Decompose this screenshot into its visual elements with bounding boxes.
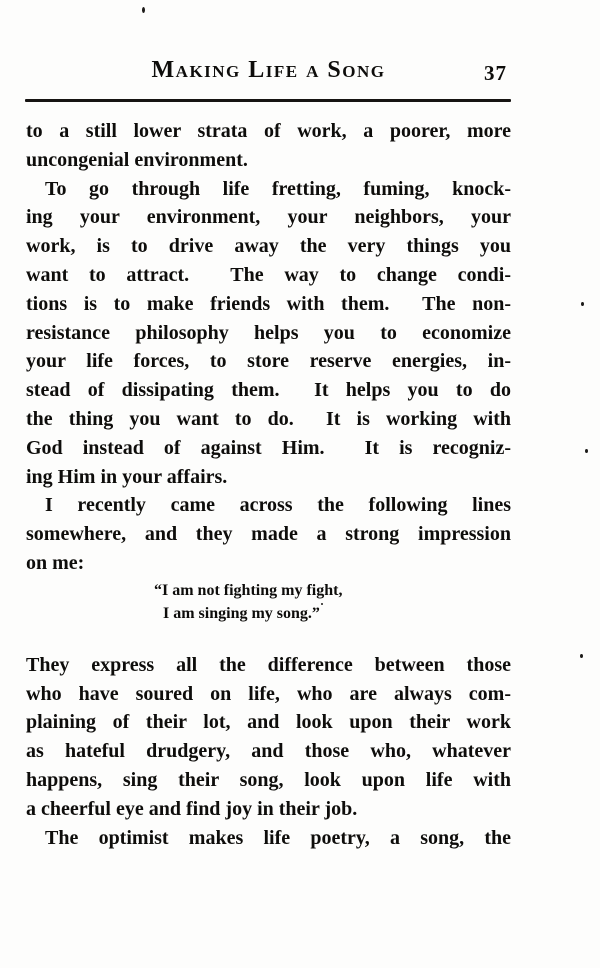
text-line: on me: xyxy=(26,551,85,574)
text-line: as hateful drudgery, and those who, whatever xyxy=(26,740,511,763)
scan-artifact xyxy=(142,7,145,13)
text-line: the thing you want to do. It is working with xyxy=(26,407,511,430)
text-line: I recently came across the following lines xyxy=(45,494,511,517)
scan-artifact xyxy=(580,654,583,658)
text-line: work, is to drive away the very things you xyxy=(26,235,511,258)
text-line: God instead of against Him. It is recogniz- xyxy=(26,436,511,459)
text-line: uncongenial environment. xyxy=(26,148,248,171)
text-line: ing Him in your affairs. xyxy=(26,465,228,488)
text-line: somewhere, and they made a strong impression xyxy=(26,523,511,546)
page-header xyxy=(26,57,511,84)
running-title: Making Life a Song xyxy=(151,57,386,83)
header-rule xyxy=(25,99,511,102)
text-line: The optimist makes life poetry, a song, the xyxy=(45,826,511,849)
page-number: 37 xyxy=(484,61,507,85)
scan-artifact xyxy=(585,449,588,453)
text-line: ing your environment, your neighbors, your xyxy=(26,206,511,229)
text-line: a cheerful eye and find joy in their job. xyxy=(26,797,358,820)
text-line: To go through life fretting, fuming, knock- xyxy=(45,177,511,200)
text-line: happens, sing their song, look upon life with xyxy=(26,768,511,791)
text-line: who have soured on life, who are always com- xyxy=(26,682,511,705)
text-line: plaining of their lot, and look upon their work xyxy=(26,711,511,734)
page-body xyxy=(26,117,511,852)
text-line: resistance philosophy helps you to economize xyxy=(26,321,511,344)
scan-artifact xyxy=(581,302,584,306)
verse-line: “I am not fighting my fight, xyxy=(154,581,343,599)
text-line: tions is to make friends with them. The non- xyxy=(26,292,511,315)
text-line: your life forces, to store reserve energies, in- xyxy=(26,350,511,373)
text-line: want to attract. The way to change condi- xyxy=(26,263,511,286)
verse-line: I am singing my song.” xyxy=(163,604,320,622)
text-line: stead of dissipating them. It helps you to do xyxy=(26,379,511,402)
text-line: to a still lower strata of work, a poorer, more xyxy=(26,120,511,142)
verse-quote xyxy=(154,579,511,625)
text-line: They express all the difference between those xyxy=(26,653,511,676)
